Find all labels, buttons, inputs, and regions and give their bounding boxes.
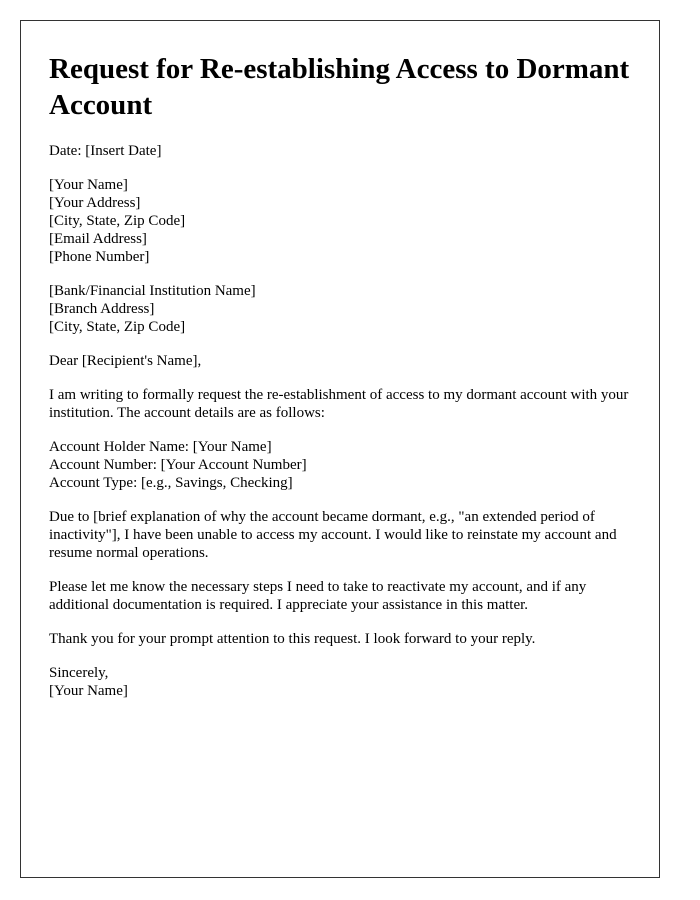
intro-paragraph-block xyxy=(49,386,631,422)
salutation-block xyxy=(49,352,631,370)
account-details-block xyxy=(49,438,631,492)
sender-email: [Email Address] xyxy=(49,231,147,247)
account-number: Account Number: [Your Account Number] xyxy=(49,457,307,473)
request-paragraph: Please let me know the necessary steps I need to take to reactivate my account, and if any additional documentation is required. I appreciate your assistance in this matter. xyxy=(49,579,591,613)
date-block xyxy=(49,142,631,160)
thanks-paragraph: Thank you for your prompt attention to this request. I look forward to your reply. xyxy=(49,631,536,647)
reason-paragraph: Due to [brief explanation of why the account became dormant, e.g., "an extended period of inactivity"], I have been unable to access my account. I would like to reinstate my account and resume normal operations. xyxy=(49,509,621,561)
letter-page xyxy=(20,20,660,878)
closing: Sincerely, xyxy=(49,665,109,681)
sender-address-block xyxy=(49,176,631,266)
recipient-city-state-zip: [City, State, Zip Code] xyxy=(49,319,186,335)
intro-paragraph: I am writing to formally request the re-establishment of access to my dormant account with your institution. The account details are as follows: xyxy=(49,387,633,421)
sender-name: [Your Name] xyxy=(49,177,128,193)
sender-city-state-zip: [City, State, Zip Code] xyxy=(49,213,186,229)
recipient-institution: [Bank/Financial Institution Name] xyxy=(49,283,256,299)
date-line: Date: [Insert Date] xyxy=(49,143,162,159)
salutation: Dear [Recipient's Name], xyxy=(49,353,202,369)
letter-title: Request for Re-establishing Access to Dormant Account xyxy=(49,53,630,121)
closing-block xyxy=(49,664,631,700)
recipient-branch-address: [Branch Address] xyxy=(49,301,155,317)
recipient-address-block xyxy=(49,282,631,336)
thanks-paragraph-block xyxy=(49,630,631,648)
account-type: Account Type: [e.g., Savings, Checking] xyxy=(49,475,293,491)
sender-phone: [Phone Number] xyxy=(49,249,150,265)
signature: [Your Name] xyxy=(49,683,128,699)
request-paragraph-block xyxy=(49,578,631,614)
sender-address: [Your Address] xyxy=(49,195,141,211)
account-holder-name: Account Holder Name: [Your Name] xyxy=(49,439,272,455)
reason-paragraph-block xyxy=(49,508,631,562)
